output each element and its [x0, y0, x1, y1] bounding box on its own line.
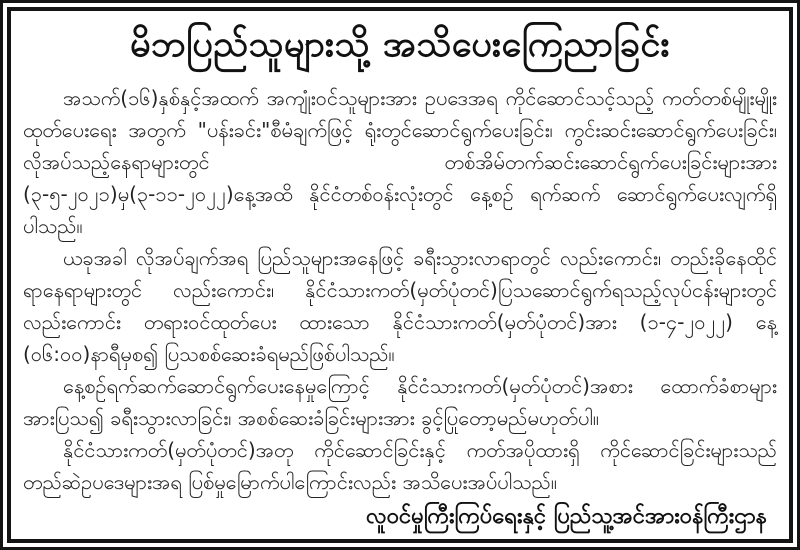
inner-border	[7, 7, 793, 543]
paragraph-2: ယခုအခါ လိုအပ်ချက်အရ ပြည်သူများအနေဖြင့် ခရီးသွားလာရာတွင် လည်းကောင်း၊ တည်းခိုနေထိုင်ရာနေရာများတွင် လည်းကောင်း၊ နိုင်ငံသားကတ်(မှတ်ပုံတင်)ပြသဆောင်ရွက်ရသည့်လုပ်ငန်းများတွင် လည်းကောင်း တရားဝင်ထုတ်ပေး ထားသော နိုင်ငံသားကတ်(မှတ်ပုံတင်)အား (၁-၄-၂၀၂၂) နေ့ (၀၆:၀၀)နာရီမှစ၍ ပြသစစ်ဆေးခံရမည်ဖြစ်ပါသည်။	[23, 245, 777, 366]
paragraph-1: အသက်(၁၆)နှစ်နှင့်အထက် အကျုံးဝင်သူများအား ဥပဒေအရ ကိုင်ဆောင်သင့်သည့် ကတ်တစ်မျိုးမျိုး ထုတ်ပေးရေး အတွက် "ပန်းခင်း"စီမံချက်ဖြင့် ရုံးတွင်ဆောင်ရွက်ပေးခြင်း၊ ကွင်းဆင်းဆောင်ရွက်ပေးခြင်း၊ လိုအပ်သည့်နေရာများတွင် တစ်အိမ်တက်ဆင်းဆောင်ရွက်ပေးခြင်းများအား (၃-၅-၂၀၂၁)မှ(၃-၁၁-၂၀၂၂)နေ့အထိ နိုင်ငံတစ်ဝန်းလုံးတွင် နေ့စဉ် ရက်ဆက် ဆောင်ရွက်ပေးလျက်ရှိပါသည်။	[23, 85, 777, 238]
notice-body	[23, 82, 777, 498]
paragraph-4: နိုင်ငံသားကတ်(မှတ်ပုံတင်)အတု ကိုင်ဆောင်ခြင်းနှင့် ကတ်အပိုထားရှိ ကိုင်ဆောင်ခြင်းများသည် တည်ဆဲဥပဒေများအရ ပြစ်မှုမြောက်ပါကြောင်းလည်း အသိပေးအပ်ပါသည်။	[23, 437, 777, 494]
notice-title: မိဘပြည်သူများသို့ အသိပေးကြေညာခြင်း	[129, 24, 671, 65]
signature-ministry: လူဝင်မှုကြီးကြပ်ရေးနှင့် ပြည်သူ့အင်အားဝန်ကြီးဌာန	[366, 503, 767, 529]
paragraph-3: နေ့စဉ်ရက်ဆက်ဆောင်ရွက်ပေးနေမှုကြောင့် နိုင်ငံသားကတ်(မှတ်ပုံတင်)အစား ထောက်ခံစာများအားပြသ၍ ခရီးသွားလာခြင်း၊ အစစ်ဆေးခံခြင်းများအား ခွင့်ပြုတော့မည်မဟုတ်ပါ။	[23, 373, 777, 430]
